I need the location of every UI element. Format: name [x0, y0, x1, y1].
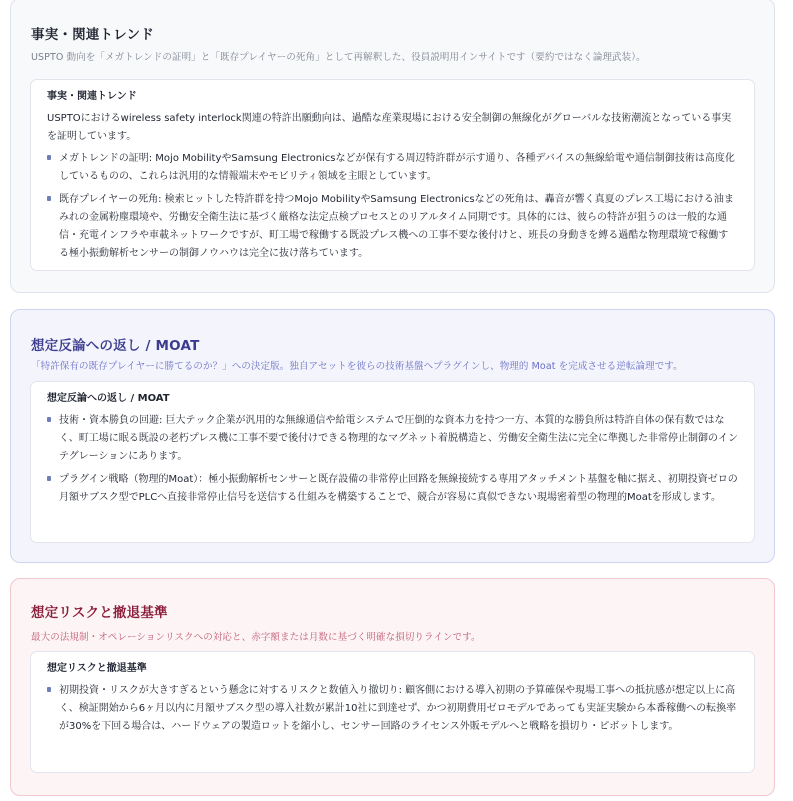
bullet-list — [47, 682, 738, 736]
list-item-text: プラグイン戦略（物理的Moat）：極小振動解析センサーと既存設備の非常停止回路を無線接続する専用アタッチメント基盤を軸に据え、初期投資ゼロの月額サブスク型でPLCへ直接非常停止信号を送信する仕組みを構築することで、競合が容易に真似できない現場密着型の物理的Moatを形成します。 — [59, 474, 738, 503]
list-item — [47, 191, 738, 263]
card-title: 事実・関連トレンド — [47, 91, 137, 102]
bullet-icon — [47, 476, 51, 481]
section-facts-trends — [10, 0, 775, 293]
list-item-text: 既存プレイヤーの死角: 検索ヒットした特許群を持つMojo MobilityやSamsung Electronicsなどの死角は、轟音が響く真夏のプレス工場における油まみれの金属粉塵環境や、労働安全衛生法に基づく厳格な法定点検プロセスとのリアルタイム同期です。具体的には、彼らの特許が狙うのは一般的な通信・充電インフラや車載ネットワークですが、町工場で稼働する既設プレス機への工事不要な後付けと、班長の身動きを縛る過酷な物理環境で稼働する極小振動解析センサーの制御ノウハウは完全に抜け落ちています。 — [59, 194, 734, 259]
card-lead-text: USPTOにおけるwireless safety interlock関連の特許出願動向は、過酷な産業現場における安全制御の無線化がグローバルな技術潮流となっている事実を証明しています。 — [47, 113, 732, 142]
section-subtitle: 「特許保有の既存プレイヤーに勝てるのか？」への決定版。独自アセットを彼らの技術基盤へプラグインし、物理的 Moat を完成させる逆転論理です。 — [31, 361, 683, 372]
section-subtitle: 最大の法規制・オペレーションリスクへの対応と、赤字額または月数に基づく明確な損切りラインです。 — [31, 632, 481, 643]
bullet-icon — [47, 196, 51, 201]
section-risk-exit — [10, 578, 775, 796]
insight-card — [30, 651, 755, 773]
insight-card — [30, 79, 755, 271]
section-title: 事実・関連トレンド — [31, 27, 154, 43]
section-title: 想定リスクと撤退基準 — [31, 605, 168, 621]
list-item-text: 技術・資本勝負の回避: 巨大テック企業が汎用的な無線通信や給電システムで圧倒的な資本力を持つ一方、本質的な勝負所は特許自体の保有数ではなく、町工場に眠る既設の老朽プレス機に工事不要で後付けできる物理的なマグネット着脱構造と、労働安全衛生法に完全に準拠した非常停止制御のインテグレーションにあります。 — [59, 415, 738, 462]
insight-card — [30, 381, 755, 543]
bullet-list — [47, 412, 738, 507]
bullet-icon — [47, 155, 51, 160]
list-item — [47, 150, 738, 186]
card-title: 想定リスクと撤退基準 — [47, 663, 147, 674]
list-item — [47, 412, 738, 466]
list-item — [47, 471, 738, 507]
bullet-icon — [47, 687, 51, 692]
section-title: 想定反論への返し / MOAT — [31, 338, 200, 354]
list-item — [47, 682, 738, 736]
section-subtitle: USPTO 動向を「メガトレンドの証明」と「既存プレイヤーの死角」として再解釈した、役員説明用インサイトです（要約ではなく論理武装）。 — [31, 52, 646, 63]
bullet-icon — [47, 417, 51, 422]
bullet-list — [47, 150, 738, 263]
list-item-text: 初期投資・リスクが大きすぎるという懸念に対するリスクと数値入り撤切り: 顧客側における導入初期の予算確保や現場工事への抵抗感が想定以上に高く、検証開始から6ヶ月以内に月額サブスク型の導入社数が累計10社に到達せず、かつ初期費用ゼロモデルであっても実証実験から本番稼働への転換率が30%を下回る場合は、ハードウェアの製造ロットを縮小し、センサー回路のライセンス外販モデルへと戦略を損切り・ピボットします。 — [59, 685, 737, 732]
card-title: 想定反論への返し / MOAT — [47, 393, 170, 404]
list-item-text: メガトレンドの証明: Mojo MobilityやSamsung Electronicsなどが保有する周辺特許群が示す通り、各種デバイスの無線給電や通信制御技術は高度化しているものの、これらは汎用的な情報端末やモビリティ領域を主眼としています。 — [59, 153, 735, 182]
section-moat — [10, 309, 775, 563]
